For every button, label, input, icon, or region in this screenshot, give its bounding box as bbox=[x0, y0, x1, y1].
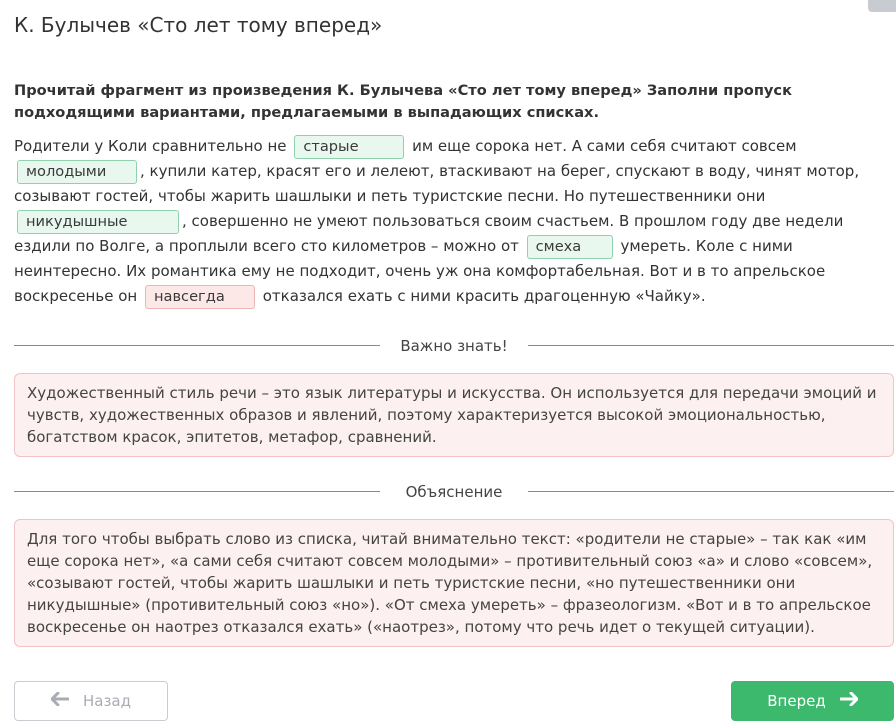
passage-segment: Родители у Коли сравнительно не bbox=[14, 137, 287, 155]
important-heading: Важно знать! bbox=[400, 337, 508, 355]
corner-tab[interactable] bbox=[868, 0, 896, 12]
next-button-label: Вперед bbox=[767, 692, 826, 710]
arrow-right-icon bbox=[840, 692, 858, 710]
divider-line bbox=[528, 345, 894, 346]
passage-segment: им еще сорока нет. А сами себя считают совсем bbox=[412, 137, 797, 155]
passage-segment: умереть. Коле с ними неинтересно. Их романтика ему не подходит, очень уж она комфортабельная. Вот и в то апрельское воскресенье он bbox=[14, 237, 826, 305]
gap-select-5[interactable]: навсегда bbox=[145, 285, 255, 309]
passage-segment: отказался ехать с ними красить драгоценную «Чайку». bbox=[262, 287, 706, 305]
arrow-left-icon bbox=[51, 692, 69, 710]
passage-text bbox=[14, 134, 894, 309]
gap-select-2[interactable]: молодыми bbox=[17, 160, 137, 184]
next-button[interactable] bbox=[731, 681, 894, 721]
page-title: К. Булычев «Сто лет тому вперед» bbox=[14, 13, 383, 37]
explanation-divider bbox=[14, 481, 894, 503]
gap-select-4[interactable]: смеха bbox=[527, 235, 613, 259]
task-instruction: Прочитай фрагмент из произведения К. Булычева «Сто лет тому вперед» Заполни пропуск подходящими вариантами, предлагаемыми в выпадающих списках. bbox=[14, 82, 792, 121]
passage-segment: , совершенно не умеют пользоваться своим счастьем. В прошлом году две недели ездили по Волге, а проплыли всего сто километров – можно от bbox=[14, 212, 844, 255]
explanation-heading: Объяснение bbox=[405, 483, 503, 501]
back-button[interactable] bbox=[14, 681, 168, 721]
explanation-note: Для того чтобы выбрать слово из списка, читай внимательно текст: «родители не старые» – так как «им еще сорока нет», «а сами себя считают совсем молодыми» – противительный союз «а» и слово «совсем», «созывают гостей, чтобы жарить шашлыки и петь туристские песни, «но путешественники они никудышные» (противительный союз «но»). «От смеха умереть» – фразеологизм. «Вот и в то апрельское воскресенье он наотрез отказался ехать» («наотрез», потому что речь идет о текущей ситуации). bbox=[14, 519, 894, 647]
gap-select-1[interactable]: старые bbox=[294, 135, 404, 159]
important-divider bbox=[14, 335, 894, 357]
back-button-label: Назад bbox=[82, 692, 131, 710]
gap-select-3[interactable]: никудышные bbox=[17, 210, 179, 234]
divider-line bbox=[528, 491, 894, 492]
important-note: Художественный стиль речи – это язык литературы и искусства. Он используется для передачи эмоций и чувств, художественных образов и явлений, поэтому характеризуется высокой эмоциональностью, богатством красок, эпитетов, метафор, сравнений. bbox=[14, 373, 894, 457]
passage-segment: , купили катер, красят его и лелеют, втаскивают на берег, спускают в воду, чинят мотор, созывают гостей, чтобы жарить шашлыки и петь туристские песни. Но путешественники они bbox=[14, 162, 860, 205]
